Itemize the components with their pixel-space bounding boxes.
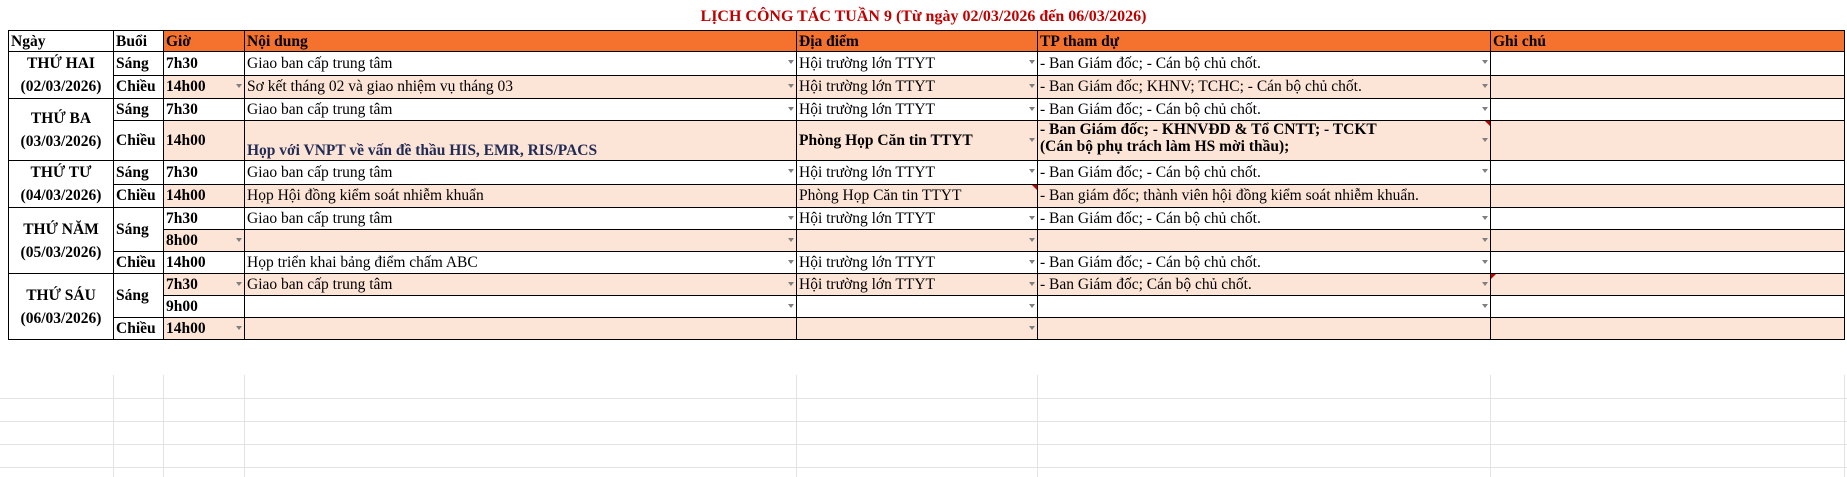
- time-cell[interactable]: 14h00: [164, 121, 245, 161]
- location-cell[interactable]: [797, 252, 1038, 274]
- comment-indicator-icon[interactable]: [1032, 185, 1037, 190]
- participants-cell[interactable]: [1038, 121, 1491, 161]
- note-cell[interactable]: [1491, 230, 1845, 252]
- dropdown-arrow-icon[interactable]: [1029, 138, 1035, 142]
- day-label: THỨ HAI: [27, 55, 95, 72]
- table-row: [9, 296, 1845, 318]
- dropdown-arrow-icon[interactable]: [788, 84, 794, 88]
- dropdown-arrow-icon[interactable]: [1029, 238, 1035, 242]
- empty-gridline: [244, 375, 245, 477]
- dropdown-arrow-icon[interactable]: [788, 216, 794, 220]
- table-row: [9, 52, 1845, 76]
- table-row: [9, 208, 1845, 230]
- day-cell-thu-ba[interactable]: [9, 99, 114, 161]
- content-text: Họp triển khai bảng điểm chấm ABC: [247, 254, 478, 271]
- content-cell[interactable]: [245, 296, 797, 318]
- sheet-title: LỊCH CÔNG TÁC TUẦN 9 (Từ ngày 02/03/2026 đến 06/03/2026): [700, 8, 1147, 25]
- participants-text: - Ban Giám đốc; - Cán bộ chủ chốt.: [1040, 54, 1261, 72]
- participants-text: - Ban Giám đốc; KHNV; TCHC; - Cán bộ chủ chốt.: [1040, 78, 1362, 96]
- table-row: [9, 75, 1845, 99]
- empty-gridline: [0, 421, 1847, 422]
- content-cell[interactable]: [245, 208, 797, 230]
- dropdown-arrow-icon[interactable]: [236, 238, 242, 242]
- content-cell[interactable]: [245, 52, 797, 76]
- location-cell[interactable]: [797, 52, 1038, 76]
- location-cell[interactable]: [797, 121, 1038, 161]
- table-row: [9, 161, 1845, 185]
- content-text: Sơ kết tháng 02 và giao nhiệm vụ tháng 03: [247, 78, 514, 96]
- session-cell[interactable]: Chiều: [114, 121, 164, 161]
- table-row: [9, 274, 1845, 296]
- location-text: Hội trường lớn TTYT: [799, 101, 936, 118]
- participants-cell[interactable]: [1038, 161, 1491, 185]
- empty-gridline: [113, 375, 114, 477]
- table-row: [9, 230, 1845, 252]
- day-cell-thu-nam[interactable]: [9, 208, 114, 274]
- note-cell[interactable]: [1491, 99, 1845, 121]
- time-cell[interactable]: 7h30: [164, 52, 245, 76]
- location-text: Phòng Họp Căn tin TTYT: [799, 187, 962, 205]
- time-cell[interactable]: [164, 318, 245, 340]
- content-text: Giao ban cấp trung tâm: [247, 210, 393, 227]
- dropdown-arrow-icon[interactable]: [1482, 169, 1488, 173]
- participants-cell[interactable]: [1038, 274, 1491, 296]
- table-row: [9, 318, 1845, 340]
- dropdown-arrow-icon[interactable]: [1029, 169, 1035, 173]
- dropdown-arrow-icon[interactable]: [236, 326, 242, 330]
- header-row: [9, 31, 1845, 52]
- content-cell[interactable]: [245, 274, 797, 296]
- empty-gridline: [0, 444, 1847, 445]
- note-cell[interactable]: [1491, 296, 1845, 318]
- time-cell[interactable]: 14h00: [164, 252, 245, 274]
- day-label: THỨ BA: [30, 109, 92, 127]
- time-cell[interactable]: [164, 230, 245, 252]
- location-text: Hội trường lớn TTYT: [799, 78, 936, 96]
- session-cell[interactable]: Sáng: [114, 274, 164, 318]
- location-cell[interactable]: [797, 296, 1038, 318]
- time-text: 14h00: [166, 320, 206, 337]
- dropdown-arrow-icon[interactable]: [788, 169, 794, 173]
- dropdown-arrow-icon[interactable]: [1029, 304, 1035, 308]
- participants-cell[interactable]: - Ban giám đốc; thành viên hội đồng kiểm soát nhiễm khuẩn.: [1038, 184, 1491, 208]
- time-cell[interactable]: 7h30: [164, 161, 245, 185]
- content-cell[interactable]: [245, 161, 797, 185]
- dropdown-arrow-icon[interactable]: [236, 84, 242, 88]
- empty-gridline: [163, 375, 164, 477]
- content-text: Giao ban cấp trung tâm: [247, 276, 393, 293]
- content-text: Giao ban cấp trung tâm: [247, 101, 393, 118]
- dropdown-arrow-icon[interactable]: [1029, 60, 1035, 64]
- participants-line-1: - Ban Giám đốc; - KHNVĐD & Tổ CNTT; - TCKT: [1040, 121, 1377, 138]
- participants-cell[interactable]: [1038, 296, 1491, 318]
- dropdown-arrow-icon[interactable]: [236, 282, 242, 286]
- time-text: 8h00: [166, 232, 198, 249]
- note-cell[interactable]: [1491, 274, 1845, 296]
- day-date: (02/03/2026): [20, 78, 102, 95]
- location-cell[interactable]: [797, 75, 1038, 99]
- session-cell[interactable]: Chiều: [114, 318, 164, 340]
- participants-cell[interactable]: [1038, 252, 1491, 274]
- note-cell[interactable]: [1491, 318, 1845, 340]
- location-cell[interactable]: [797, 208, 1038, 230]
- dropdown-arrow-icon[interactable]: [1482, 238, 1488, 242]
- time-cell[interactable]: [164, 274, 245, 296]
- participants-cell[interactable]: [1038, 318, 1491, 340]
- day-label: THỨ NĂM: [23, 220, 99, 238]
- day-date: (06/03/2026): [20, 309, 102, 327]
- location-cell[interactable]: [797, 318, 1038, 340]
- empty-gridline: [0, 467, 1847, 468]
- content-text: Giao ban cấp trung tâm: [247, 163, 393, 181]
- col-header-buoi[interactable]: Buổi: [114, 31, 164, 52]
- dropdown-arrow-icon[interactable]: [1029, 326, 1035, 330]
- session-cell[interactable]: Sáng: [114, 161, 164, 185]
- dropdown-arrow-icon[interactable]: [1029, 107, 1035, 111]
- dropdown-arrow-icon[interactable]: [1029, 260, 1035, 264]
- participants-text: - Ban Giám đốc; - Cán bộ chủ chốt.: [1040, 254, 1261, 271]
- participants-cell[interactable]: [1038, 208, 1491, 230]
- time-cell[interactable]: 7h30: [164, 99, 245, 121]
- content-cell[interactable]: [245, 75, 797, 99]
- time-text: 7h30: [166, 276, 198, 293]
- participants-text: - Ban Giám đốc; - Cán bộ chủ chốt.: [1040, 163, 1261, 181]
- day-cell-thu-sau[interactable]: [9, 274, 114, 340]
- col-header-ghi-chu[interactable]: Ghi chú: [1491, 31, 1845, 52]
- time-cell[interactable]: [164, 75, 245, 99]
- empty-gridline: [1844, 375, 1845, 477]
- col-header-gio[interactable]: Giờ: [164, 31, 245, 52]
- location-text: Hội trường lớn TTYT: [799, 254, 936, 271]
- day-cell-thu-hai[interactable]: [9, 52, 114, 99]
- dropdown-arrow-icon[interactable]: [1482, 138, 1488, 142]
- comment-indicator-icon[interactable]: [1485, 121, 1490, 126]
- note-cell[interactable]: [1491, 52, 1845, 76]
- table-row: [9, 99, 1845, 121]
- dropdown-arrow-icon[interactable]: [1482, 260, 1488, 264]
- participants-cell[interactable]: [1038, 99, 1491, 121]
- content-cell[interactable]: [245, 318, 797, 340]
- dropdown-arrow-icon[interactable]: [1482, 60, 1488, 64]
- participants-line-2: (Cán bộ phụ trách làm HS mời thầu);: [1040, 138, 1290, 155]
- table-row: [9, 184, 1845, 208]
- session-cell[interactable]: Sáng: [114, 99, 164, 121]
- session-cell[interactable]: Sáng: [114, 208, 164, 252]
- dropdown-arrow-icon[interactable]: [1482, 84, 1488, 88]
- table-row: [9, 252, 1845, 274]
- table-row: [9, 121, 1845, 161]
- day-date: (05/03/2026): [20, 243, 102, 261]
- col-header-ngay[interactable]: Ngày: [9, 31, 114, 52]
- dropdown-arrow-icon[interactable]: [1482, 107, 1488, 111]
- note-cell[interactable]: [1491, 208, 1845, 230]
- session-cell[interactable]: Chiều: [114, 75, 164, 99]
- note-cell[interactable]: [1491, 121, 1845, 161]
- dropdown-arrow-icon[interactable]: [1482, 304, 1488, 308]
- dropdown-arrow-icon[interactable]: [1029, 84, 1035, 88]
- empty-gridline: [1490, 375, 1491, 477]
- empty-gridline: [1037, 375, 1038, 477]
- dropdown-arrow-icon[interactable]: [1482, 282, 1488, 286]
- schedule-table: [8, 30, 1845, 340]
- session-cell[interactable]: Chiều: [114, 184, 164, 208]
- time-cell[interactable]: 9h00: [164, 296, 245, 318]
- day-label: THỨ TƯ: [30, 164, 92, 181]
- location-cell[interactable]: [797, 161, 1038, 185]
- location-cell[interactable]: [797, 99, 1038, 121]
- session-cell[interactable]: Sáng: [114, 52, 164, 76]
- dropdown-arrow-icon[interactable]: [1482, 216, 1488, 220]
- dropdown-arrow-icon[interactable]: [788, 60, 794, 64]
- dropdown-arrow-icon[interactable]: [788, 238, 794, 242]
- participants-text: - Ban Giám đốc; - Cán bộ chủ chốt.: [1040, 101, 1261, 118]
- dropdown-arrow-icon[interactable]: [788, 107, 794, 111]
- content-cell[interactable]: Họp Hội đồng kiểm soát nhiễm khuẩn: [245, 184, 797, 208]
- participants-cell[interactable]: [1038, 75, 1491, 99]
- dropdown-arrow-icon[interactable]: [788, 304, 794, 308]
- note-cell[interactable]: [1491, 252, 1845, 274]
- day-cell-thu-tu[interactable]: [9, 161, 114, 208]
- content-cell[interactable]: [245, 99, 797, 121]
- content-cell[interactable]: [245, 230, 797, 252]
- day-label: THỨ SÁU: [26, 286, 96, 304]
- dropdown-arrow-icon[interactable]: [1029, 216, 1035, 220]
- col-header-tp-tham-du[interactable]: TP tham dự: [1038, 31, 1491, 52]
- location-text: Phòng Họp Căn tin TTYT: [799, 132, 973, 149]
- empty-gridline: [0, 398, 1847, 399]
- participants-cell[interactable]: [1038, 52, 1491, 76]
- dropdown-arrow-icon[interactable]: [788, 260, 794, 264]
- session-cell[interactable]: Chiều: [114, 252, 164, 274]
- location-text: Hội trường lớn TTYT: [799, 54, 936, 72]
- location-text: Hội trường lớn TTYT: [799, 163, 936, 181]
- location-text: Hội trường lớn TTYT: [799, 210, 936, 227]
- participants-cell[interactable]: [1038, 230, 1491, 252]
- content-cell[interactable]: Họp với VNPT về vấn đề thầu HIS, EMR, RIS/PACS: [245, 121, 797, 161]
- time-text: 14h00: [166, 78, 206, 96]
- empty-gridline: [796, 375, 797, 477]
- col-header-dia-diem[interactable]: Địa điểm: [797, 31, 1038, 52]
- location-cell[interactable]: [797, 184, 1038, 208]
- day-date: (03/03/2026): [20, 132, 102, 150]
- participants-text: - Ban Giám đốc; - Cán bộ chủ chốt.: [1040, 210, 1261, 227]
- content-cell[interactable]: [245, 252, 797, 274]
- time-cell[interactable]: 7h30: [164, 208, 245, 230]
- participants-text: - Ban Giám đốc; Cán bộ chủ chốt.: [1040, 276, 1252, 293]
- content-text: Giao ban cấp trung tâm: [247, 54, 393, 72]
- dropdown-arrow-icon[interactable]: [1029, 282, 1035, 286]
- col-header-noi-dung[interactable]: Nội dung: [245, 31, 797, 52]
- location-cell[interactable]: [797, 230, 1038, 252]
- day-date: (04/03/2026): [20, 187, 102, 204]
- note-cell[interactable]: [1491, 161, 1845, 185]
- time-cell[interactable]: 14h00: [164, 184, 245, 208]
- location-text: Hội trường lớn TTYT: [799, 276, 936, 293]
- location-cell[interactable]: [797, 274, 1038, 296]
- comment-indicator-icon[interactable]: [1491, 274, 1496, 279]
- note-cell[interactable]: [1491, 184, 1845, 208]
- dropdown-arrow-icon[interactable]: [788, 282, 794, 286]
- note-cell[interactable]: [1491, 75, 1845, 99]
